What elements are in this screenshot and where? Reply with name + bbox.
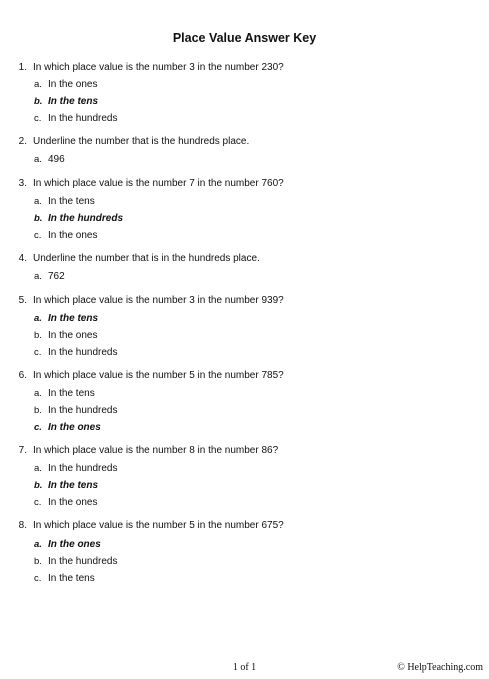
question-3-option-a	[0, 196, 489, 208]
option-text: In the hundreds	[48, 556, 118, 567]
question-number: 1.	[18, 62, 27, 73]
question-6-option-c	[0, 422, 489, 434]
question-text: Underline the number that is in the hundreds place.	[33, 253, 260, 264]
option-letter: b.	[34, 213, 43, 224]
question-text: In which place value is the number 3 in the number 939?	[33, 295, 284, 306]
question-text: In which place value is the number 5 in the number 785?	[33, 370, 284, 381]
question-number: 5.	[18, 295, 27, 306]
option-text: In the tens	[48, 388, 95, 399]
question-6-option-b	[0, 405, 489, 417]
option-text: In the hundreds	[48, 463, 118, 474]
option-text: In the ones	[48, 497, 98, 508]
option-text: In the ones	[48, 539, 101, 550]
question-1-option-c	[0, 113, 489, 125]
option-text: 762	[48, 271, 65, 282]
question-text: In which place value is the number 5 in the number 675?	[33, 520, 284, 531]
option-text: In the ones	[48, 330, 98, 341]
question-7-option-a	[0, 463, 489, 475]
question-1-option-a	[0, 79, 489, 91]
option-letter: b.	[34, 405, 42, 416]
question-2-option-a	[0, 154, 489, 166]
question-number: 6.	[18, 370, 27, 381]
question-8-option-a	[0, 539, 489, 551]
option-text: In the hundreds	[48, 113, 118, 124]
question-5-option-a	[0, 313, 489, 325]
option-text: In the ones	[48, 230, 98, 241]
option-letter: b.	[34, 96, 43, 107]
question-3-option-b	[0, 213, 489, 225]
option-letter: c.	[34, 113, 42, 124]
option-text: In the tens	[48, 196, 95, 207]
question-text: In which place value is the number 3 in the number 230?	[33, 62, 284, 73]
option-letter: b.	[34, 480, 43, 491]
question-8-option-b	[0, 556, 489, 568]
option-text: In the tens	[48, 96, 99, 107]
option-letter: a.	[34, 79, 42, 90]
option-text: In the tens	[48, 480, 99, 491]
option-letter: a.	[34, 463, 42, 474]
question-number: 8.	[18, 520, 27, 531]
question-number: 3.	[18, 178, 27, 189]
option-letter: c.	[34, 573, 42, 584]
question-5-option-c	[0, 347, 489, 359]
option-letter: a.	[34, 313, 42, 324]
option-letter: a.	[34, 271, 42, 282]
page-title: Place Value Answer Key	[172, 31, 317, 45]
question-text: In which place value is the number 7 in the number 760?	[33, 178, 284, 189]
option-text: In the hundreds	[48, 405, 118, 416]
page-number: 1 of 1	[232, 662, 257, 673]
option-letter: c.	[34, 422, 42, 433]
copyright-notice: © HelpTeaching.com	[397, 662, 483, 673]
option-text: In the ones	[48, 79, 98, 90]
question-text: In which place value is the number 8 in the number 86?	[33, 445, 279, 456]
option-text: In the hundreds	[48, 347, 118, 358]
question-text: Underline the number that is the hundreds place.	[33, 136, 250, 147]
option-letter: c.	[34, 347, 42, 358]
question-5-option-b	[0, 330, 489, 342]
option-letter: a.	[34, 388, 42, 399]
option-letter: b.	[34, 556, 42, 567]
option-text: In the tens	[48, 313, 99, 324]
question-4-option-a	[0, 271, 489, 283]
option-letter: a.	[34, 154, 42, 165]
question-number: 7.	[18, 445, 27, 456]
option-letter: c.	[34, 230, 42, 241]
option-letter: a.	[34, 196, 42, 207]
question-7-option-b	[0, 480, 489, 492]
question-1-option-b	[0, 96, 489, 108]
question-3-option-c	[0, 230, 489, 242]
option-letter: b.	[34, 330, 42, 341]
option-text: 496	[48, 154, 65, 165]
question-6-option-a	[0, 388, 489, 400]
option-text: In the ones	[48, 422, 101, 433]
question-number: 4.	[18, 253, 27, 264]
question-8-option-c	[0, 573, 489, 585]
option-letter: c.	[34, 497, 42, 508]
option-text: In the tens	[48, 573, 95, 584]
question-7-option-c	[0, 497, 489, 509]
option-text: In the hundreds	[48, 213, 123, 224]
option-letter: a.	[34, 539, 42, 550]
question-number: 2.	[18, 136, 27, 147]
